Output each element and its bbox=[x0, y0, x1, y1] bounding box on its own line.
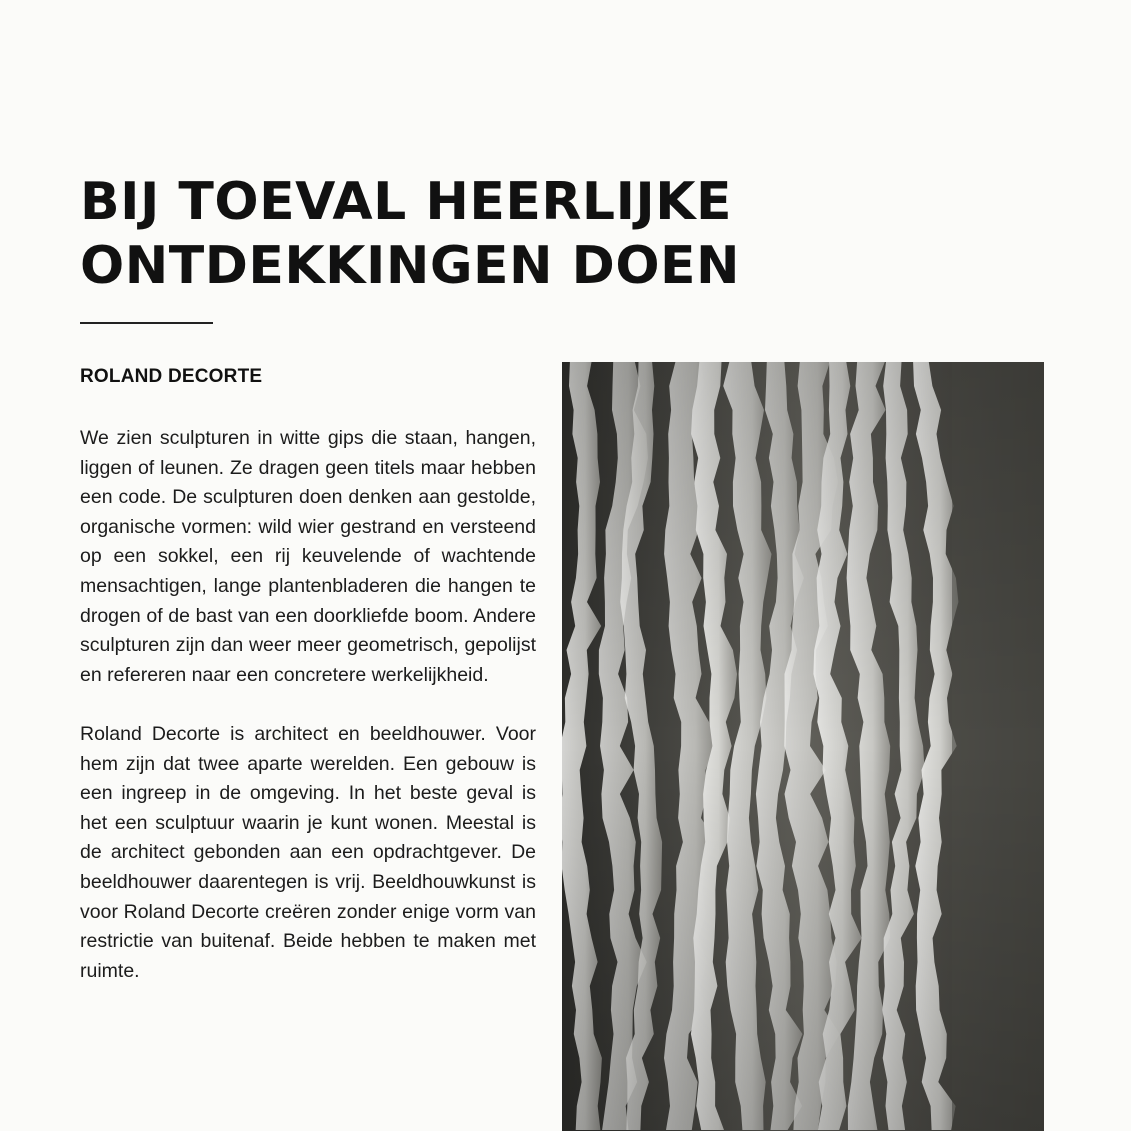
title-divider bbox=[80, 322, 213, 324]
title-line-1: BIJ TOEVAL HEERLIJKE bbox=[80, 172, 733, 232]
article-title bbox=[80, 170, 840, 298]
title-line-2: ONTDEKKINGEN DOEN bbox=[80, 236, 741, 296]
paragraph-2: Roland Decorte is architect en beeldhouwer. Voor hem zijn dat twee aparte werelden. Een gebouw is een ingreep in de omgeving. In het beste geval is het een sculptuur waarin je kunt wonen. Meestal is de architect gebonden aan een opdrachtgever. De beeldhouwer daarentegen is vrij. Beeldhouwkunst is voor Roland Decorte creëren zonder enige vorm van restrictie van buitenaf. Beide hebben te maken met ruimte. bbox=[80, 722, 536, 982]
author-name: ROLAND DECORTE bbox=[80, 366, 263, 387]
sculpture-photo bbox=[562, 362, 1044, 1131]
paragraph-1: We zien sculpturen in witte gips die staan, hangen, liggen of leunen. Ze dragen geen titels maar hebben een code. De sculpturen doen denken aan gestolde, organische vormen: wild wier gestrand en versteend op een sokkel, een rij keuvelende of wachtende mensachtigen, lange plantenbladeren die hangen te drogen of de bast van een doorkliefde boom. Andere sculpturen zijn dan weer meer geometrisch, gepolijst en refereren naar een concretere werkelijkheid. bbox=[80, 427, 536, 686]
article-body bbox=[80, 424, 536, 1016]
sculpture-image bbox=[562, 362, 1044, 1131]
